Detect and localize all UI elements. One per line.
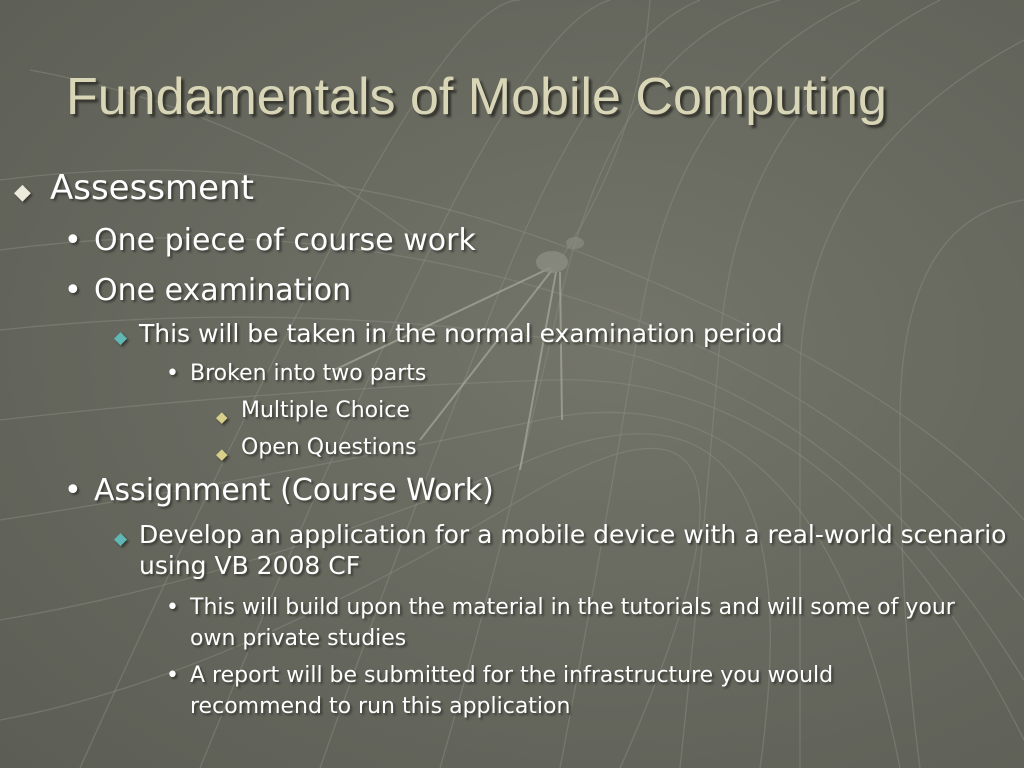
- list-item: ◆ Develop an application for a mobile device with a real-world scenario using VB 2008 CF: [114, 520, 1007, 580]
- list-item: ◆ Assessment: [14, 168, 254, 208]
- list-item: • Broken into two parts: [166, 358, 426, 389]
- list-item: ◆ Multiple Choice: [216, 395, 410, 426]
- list-item: • One examination: [64, 273, 352, 308]
- slide-title: Fundamentals of Mobile Computing: [66, 68, 887, 126]
- teal-diamond-bullet-icon: ◆: [114, 529, 128, 549]
- diamond-bullet-icon: ◆: [14, 180, 31, 205]
- tan-diamond-bullet-icon: ◆: [216, 445, 228, 463]
- list-item: ◆ This will be taken in the normal examination period: [114, 318, 783, 349]
- list-item: • A report will be submitted for the infrastructure you would recommend to run this application: [166, 660, 1006, 722]
- dot-bullet-icon: •: [166, 595, 179, 620]
- teal-diamond-bullet-icon: ◆: [114, 328, 128, 348]
- list-item: • One piece of course work: [64, 223, 476, 258]
- dot-bullet-icon: •: [64, 473, 82, 508]
- dot-bullet-icon: •: [64, 273, 82, 308]
- list-item: • Assignment (Course Work): [64, 473, 494, 508]
- dot-bullet-icon: •: [64, 223, 82, 258]
- list-item: ◆ Open Questions: [216, 432, 417, 463]
- list-item: • This will build upon the material in the tutorials and will some of your own private studies: [166, 592, 1006, 654]
- dot-bullet-icon: •: [166, 663, 179, 688]
- dot-bullet-icon: •: [166, 361, 179, 386]
- tan-diamond-bullet-icon: ◆: [216, 408, 228, 426]
